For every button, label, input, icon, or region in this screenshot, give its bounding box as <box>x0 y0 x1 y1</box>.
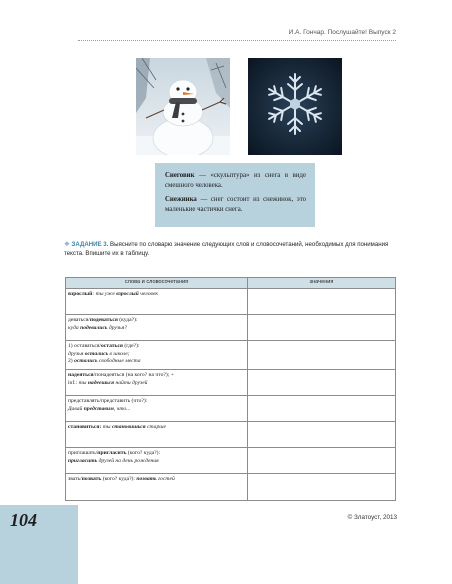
running-header <box>78 27 396 41</box>
word-cell <box>66 422 248 448</box>
word-segment: взрослый <box>68 291 93 297</box>
definition-snowman <box>165 171 306 191</box>
word-segment: (куда?): <box>117 317 138 323</box>
table-row <box>66 315 396 341</box>
header-text: И.А. Гончар. Послушайте! Выпуск 2 <box>288 29 396 36</box>
page-number: 104 <box>10 510 37 530</box>
word-segment: пригласить <box>97 450 127 456</box>
word-cell <box>66 370 248 396</box>
word-segment: деваться/ <box>68 317 90 323</box>
meaning-cell[interactable] <box>248 341 396 370</box>
table-row <box>66 289 396 315</box>
meaning-cell[interactable] <box>248 289 396 315</box>
table-row <box>66 448 396 474</box>
word-segment: подеваться <box>89 317 118 323</box>
word-line <box>68 317 245 325</box>
word-segment: друзей на день рождения <box>97 457 159 464</box>
word-segment: (кого? куда?): <box>101 476 137 482</box>
definition-term: Снеговик <box>165 172 195 179</box>
column-header-meanings: значения <box>248 278 396 289</box>
table-row <box>66 422 396 448</box>
word-line <box>68 424 245 432</box>
definition-term: Снежинка <box>165 196 197 203</box>
word-segment: звать/ <box>68 476 82 482</box>
word-segment: в школе; <box>108 350 130 357</box>
word-line <box>68 343 245 351</box>
word-segment: , что... <box>113 405 131 412</box>
word-segment: представим <box>83 405 114 412</box>
word-segment: 1) оставаться/ <box>68 343 101 349</box>
word-segment: inf.: <box>68 379 79 386</box>
word-segment: 2) <box>68 358 75 365</box>
word-segment: друзья <box>68 350 85 357</box>
meaning-cell[interactable] <box>248 370 396 396</box>
word-cell <box>66 315 248 341</box>
definitions-box <box>155 163 315 227</box>
copyright-text: © Златоуст, 2013 <box>347 514 397 521</box>
column-header-words: слова и словосочетания <box>66 278 248 289</box>
definition-text: — «скульптура» из снега в виде смешного человека. <box>165 172 306 189</box>
word-line <box>68 476 245 484</box>
word-line <box>68 358 245 366</box>
word-segment: пригласить <box>68 457 98 464</box>
definition-text: — снег состоит из снежинок, это маленькие частички снега. <box>165 196 306 213</box>
word-segment: куда <box>68 324 81 331</box>
word-segment: : ты уже <box>92 291 117 297</box>
word-segment: старше <box>145 424 166 430</box>
word-line <box>68 380 245 388</box>
word-cell <box>66 396 248 422</box>
snowman-photo <box>136 58 230 155</box>
word-segment: /понадеяться (на кого? на что?); + <box>93 372 174 378</box>
word-segment: взрослый <box>116 291 139 297</box>
word-cell <box>66 341 248 370</box>
word-segment: приглашать/ <box>68 450 98 456</box>
word-line <box>68 325 245 333</box>
word-segment: Давай <box>68 405 84 412</box>
table-row <box>66 474 396 501</box>
word-segment: становиться: <box>68 424 102 430</box>
word-segment: (кого? куда?): <box>126 450 161 456</box>
word-segment: надеяться <box>68 372 94 378</box>
word-segment: остаться <box>100 343 123 349</box>
word-segment: позвать <box>81 476 102 482</box>
meaning-cell[interactable] <box>248 422 396 448</box>
meaning-cell[interactable] <box>248 315 396 341</box>
task-text: Выясните по словарю значение следующих слов и словосочетаний, необходимых для понимания текста. Впишите их в таблицу. <box>64 241 389 257</box>
vocabulary-table <box>65 277 396 501</box>
table-row <box>66 341 396 370</box>
meaning-cell[interactable] <box>248 448 396 474</box>
meaning-cell[interactable] <box>248 396 396 422</box>
word-segment: человек <box>138 291 159 297</box>
word-segment: остались <box>74 358 98 365</box>
word-segment: представлять/представить (что?): <box>68 398 148 404</box>
word-cell <box>66 474 248 501</box>
table-header-row <box>66 278 396 289</box>
word-line <box>68 458 245 466</box>
word-segment: свободные места <box>97 358 141 365</box>
table-row <box>66 370 396 396</box>
word-segment: (где?): <box>122 343 140 349</box>
word-segment: подевались <box>80 324 108 331</box>
word-segment: позвать <box>136 476 157 482</box>
word-line <box>68 372 245 380</box>
word-segment: остались <box>84 350 109 357</box>
word-cell <box>66 448 248 474</box>
task-instruction <box>64 240 398 258</box>
word-line <box>68 406 245 414</box>
word-line <box>68 291 245 299</box>
word-segment: ты <box>101 424 112 430</box>
word-line <box>68 450 245 458</box>
task-diamond-icon: ❖ <box>64 241 70 248</box>
word-cell <box>66 289 248 315</box>
word-segment: надеешься <box>87 379 115 386</box>
table-row <box>66 396 396 422</box>
word-segment: друзья? <box>107 324 127 331</box>
word-segment: ты <box>78 379 88 386</box>
word-segment: становишься <box>111 424 146 430</box>
word-segment: найти друзей <box>114 379 148 386</box>
snowflake-photo <box>248 58 342 155</box>
meaning-cell[interactable] <box>248 474 396 501</box>
task-title: ЗАДАНИЕ 3. <box>71 241 109 248</box>
word-segment: гостей <box>156 476 175 482</box>
word-line <box>68 398 245 406</box>
definition-snowflake <box>165 195 306 215</box>
